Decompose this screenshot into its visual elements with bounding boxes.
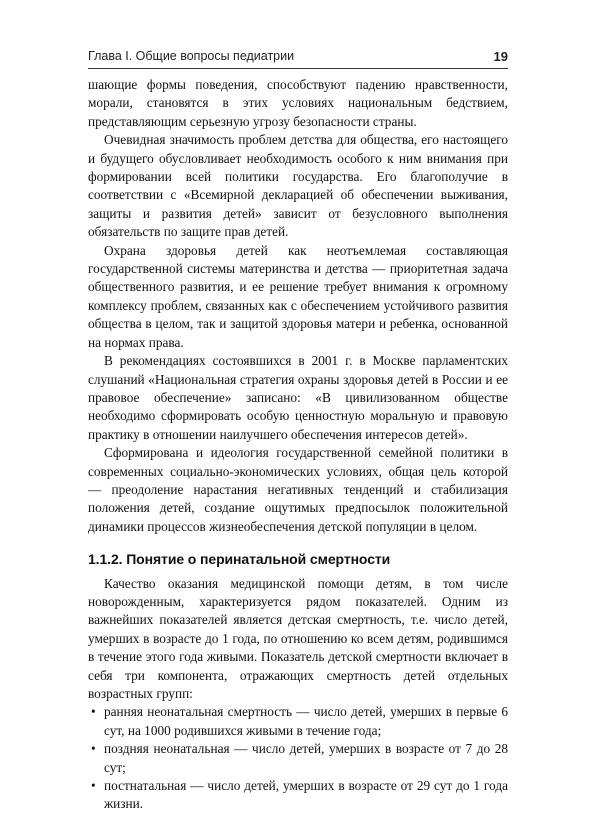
bullet-list (88, 703, 508, 813)
list-item-text: постнатальная — число детей, умерших в возрасте от 29 сут до 1 года жизни. (104, 778, 508, 812)
list-item (88, 740, 508, 777)
bullet-icon: • (91, 704, 96, 720)
paragraph: Охрана здоровья детей как неотъемлемая составляющая государственной системы материнства и детства — приоритетная задача общественного развития, и ее решение требует внимания к огромному комплексу проблем, связанных как с обеспечением устойчивого развития общества в целом, так и защитой здоровья матери и ребенка, основанной на нормах права. (88, 242, 508, 350)
list-item-text: поздняя неонатальная — число детей, умерших в возрасте от 7 до 28 сут; (104, 741, 508, 775)
chapter-title: Глава I. Общие вопросы педиатрии (88, 49, 295, 63)
body-text (88, 76, 508, 814)
bullet-icon: • (91, 741, 96, 757)
running-header (88, 49, 508, 67)
section-intro: Качество оказания медицинской помощи детям, в том числе новорожденным, характеризуется рядом показателей. Одним из важнейших показателей является детская смертность, т.е. число детей, умерших в возрасте до 1 года, по отношению ко всем детям, родившимся в течение этого года живыми. Показатель детской смертности включает в себя три компонента, отражающих смертность детей отдельных возрастных групп: (88, 575, 508, 701)
list-item (88, 703, 508, 740)
bullet-icon: • (91, 778, 96, 794)
page-number: 19 (493, 49, 508, 64)
paragraph-continued: шающие формы поведения, способствуют падению нравственности, морали, становятся в этих условиях национальным бедствием, представляющим серьезную угрозу безопасности страны. (88, 77, 508, 129)
paragraph: В рекомендациях состоявшихся в 2001 г. в Москве парламентских слушаний «Национальная стратегия охраны здоровья детей в России и ее правовое обеспечение» записано: «В цивилизованном обществе необходимо сформировать особую ценностную моральную и правовую практику в отношении наилучшего обеспечения интересов детей». (88, 353, 508, 442)
header-rule (88, 68, 508, 69)
list-item (88, 777, 508, 814)
paragraph: Очевидная значимость проблем детства для общества, его настоящего и будущего обусловливает необходимость особого к ним внимания при формировании всей политики государства. Его благополучие в соответствии с «Всемирной декларацией об обеспечении выживания, защиты и развития детей» зависит от безусловного выполнения обязательств по защите прав детей. (88, 132, 508, 240)
paragraph: Сформирована и идеология государственной семейной политики в современных социально-экономических условиях, общая цель которой — преодоление нарастания негативных тенденций и стабилизация положения детей, создание ощутимых предпосылок положительной динамики процессов жизнеобеспечения детской популяции в целом. (88, 445, 508, 534)
section-heading: 1.1.2. Понятие о перинатальной смертности (88, 551, 391, 568)
list-item-text: ранняя неонатальная смертность — число детей, умерших в первые 6 сут, на 1000 родившихся живыми в течение года; (104, 704, 508, 738)
